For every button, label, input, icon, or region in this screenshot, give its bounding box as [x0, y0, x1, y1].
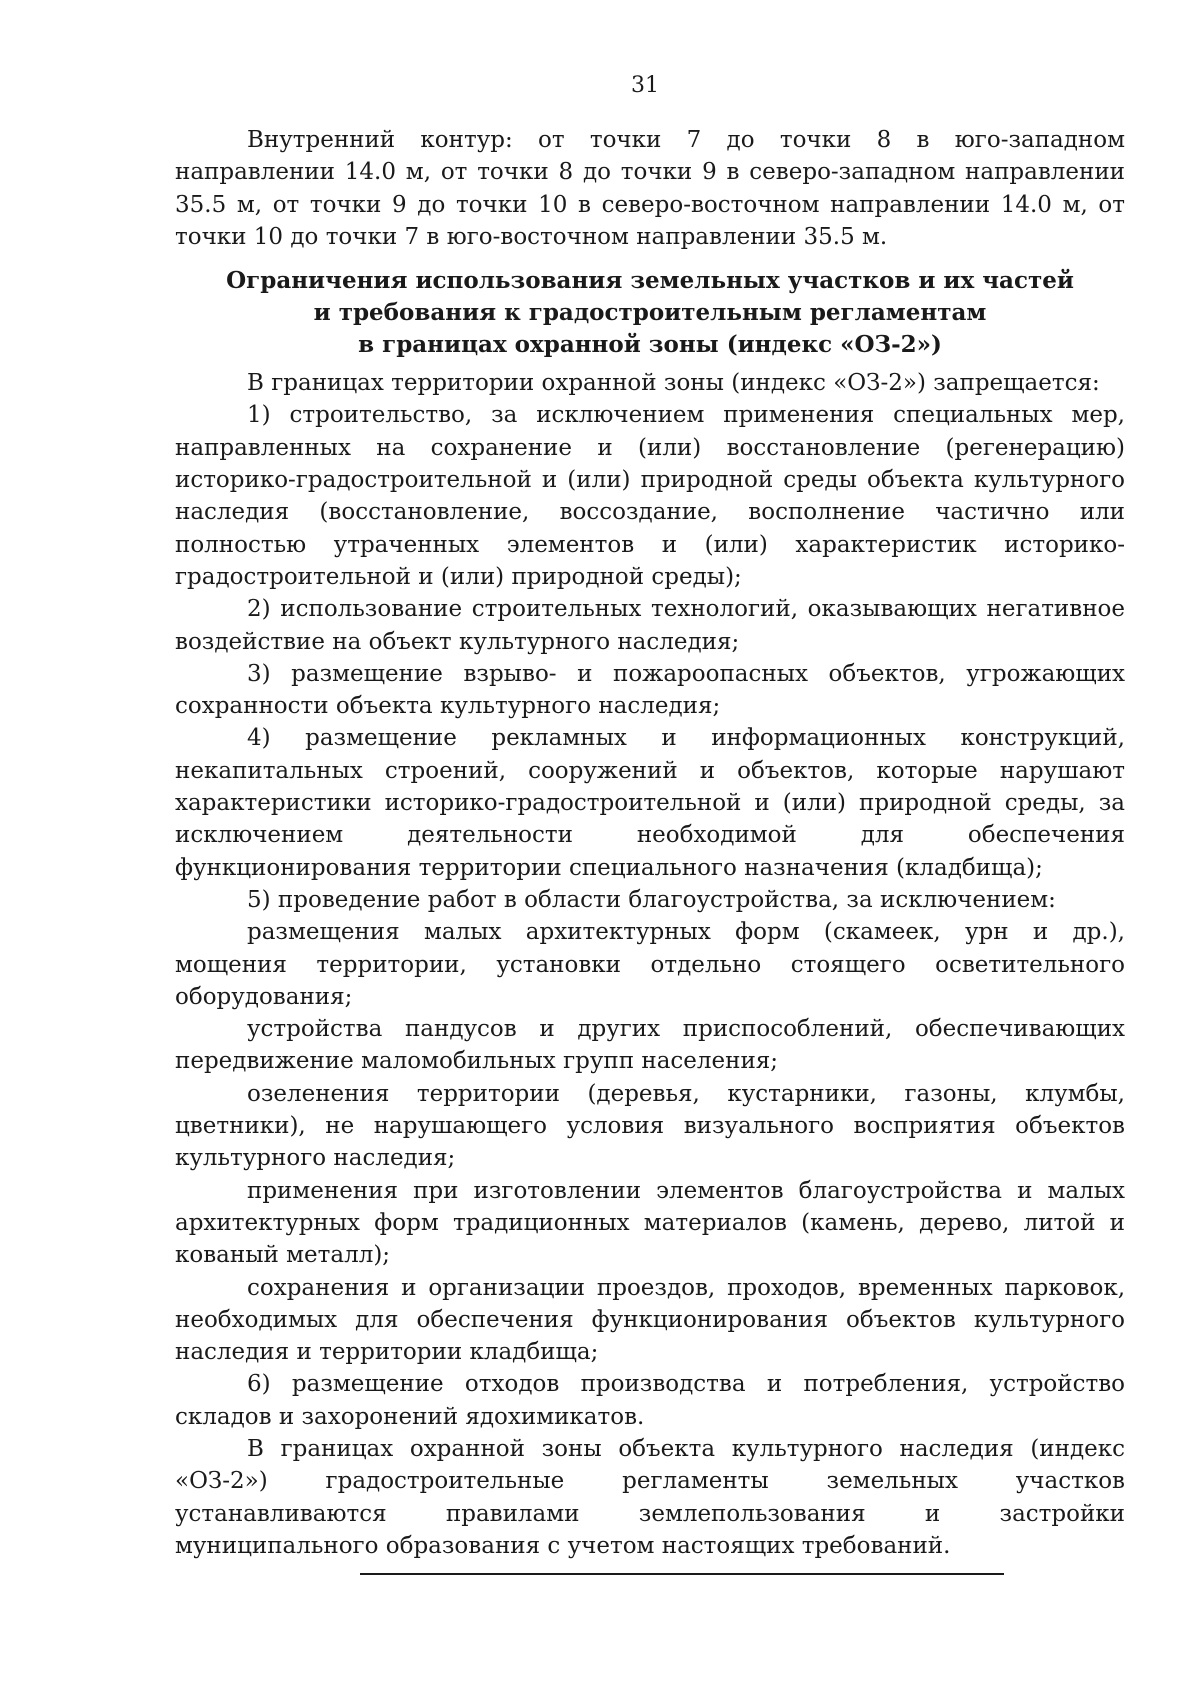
sub-item-ramps: устройства пандусов и других приспособлений, обеспечивающих передвижение маломобильных групп населения; — [175, 1016, 1125, 1075]
list-item-1: 1) строительство, за исключением применения специальных мер, направленных на сохранение и (или) восстановление (регенерацию) историко-градостроительной и (или) природной среды объекта культурного наследия (восстановление, воссоздание, восполнение частично или полностью утраченных элементов и (или) характеристик историко-градостроительной и (или) природной среды); — [175, 402, 1125, 590]
heading-line-1: Ограничения использования земельных участков и их частей — [226, 267, 1074, 295]
list-item-4: 4) размещение рекламных и информационных конструкций, некапитальных строений, сооружений и объектов, которые нарушают характеристики историко-градостроительной и (или) природной среды, за исключением деятельности необходимой для обеспечения функционирования территории специального назначения (кладбища); — [175, 725, 1125, 881]
sub-item-driveways: сохранения и организации проездов, проходов, временных парковок, необходимых для обеспечения функционирования объектов культурного наследия и территории кладбища; — [175, 1274, 1125, 1366]
end-divider-line — [360, 1573, 1004, 1575]
sub-item-small-forms: размещения малых архитектурных форм (скамеек, урн и др.), мощения территории, установки отдельно стоящего осветительного оборудования; — [175, 919, 1125, 1010]
section-heading — [175, 265, 1125, 361]
heading-line-3: в границах охранной зоны (индекс «ОЗ-2») — [358, 331, 942, 359]
list-item-5: 5) проведение работ в области благоустройства, за исключением: — [247, 886, 1056, 913]
heading-line-2: и требования к градостроительным регламентам — [313, 299, 987, 327]
list-item-2: 2) использование строительных технологий, оказывающих негативное воздействие на объект культурного наследия; — [175, 596, 1125, 655]
closing-paragraph: В границах охранной зоны объекта культурного наследия (индекс «ОЗ-2») градостроительные регламенты земельных участков устанавливаются правилами землепользования и застройки муниципального образования с учетом настоящих требований. — [175, 1435, 1125, 1559]
list-item-3: 3) размещение взрыво- и пожароопасных объектов, угрожающих сохранности объекта культурного наследия; — [175, 660, 1125, 720]
document-body — [175, 124, 1125, 1562]
intro-paragraph: Внутренний контур: от точки 7 до точки 8 в юго-западном направлении 14.0 м, от точки 8 до точки 9 в северо-западном направлении 35.5 м, от точки 9 до точки 10 в северо-восточном направлении 14.0 м, от точки 10 до точки 7 в юго-восточном направлении 35.5 м. — [175, 127, 1125, 250]
sub-item-landscaping: озеленения территории (деревья, кустарники, газоны, клумбы, цветники), не нарушающего условия визуального восприятия объектов культурного наследия; — [175, 1080, 1125, 1172]
page-number: 31 — [631, 73, 659, 98]
list-item-6: 6) размещение отходов производства и потребления, устройство складов и захоронений ядохимикатов. — [175, 1371, 1125, 1430]
restrictions-intro: В границах территории охранной зоны (индекс «ОЗ-2») запрещается: — [247, 370, 1100, 397]
sub-item-materials: применения при изготовлении элементов благоустройства и малых архитектурных форм традиционных материалов (камень, дерево, литой и кованый металл); — [175, 1177, 1125, 1269]
